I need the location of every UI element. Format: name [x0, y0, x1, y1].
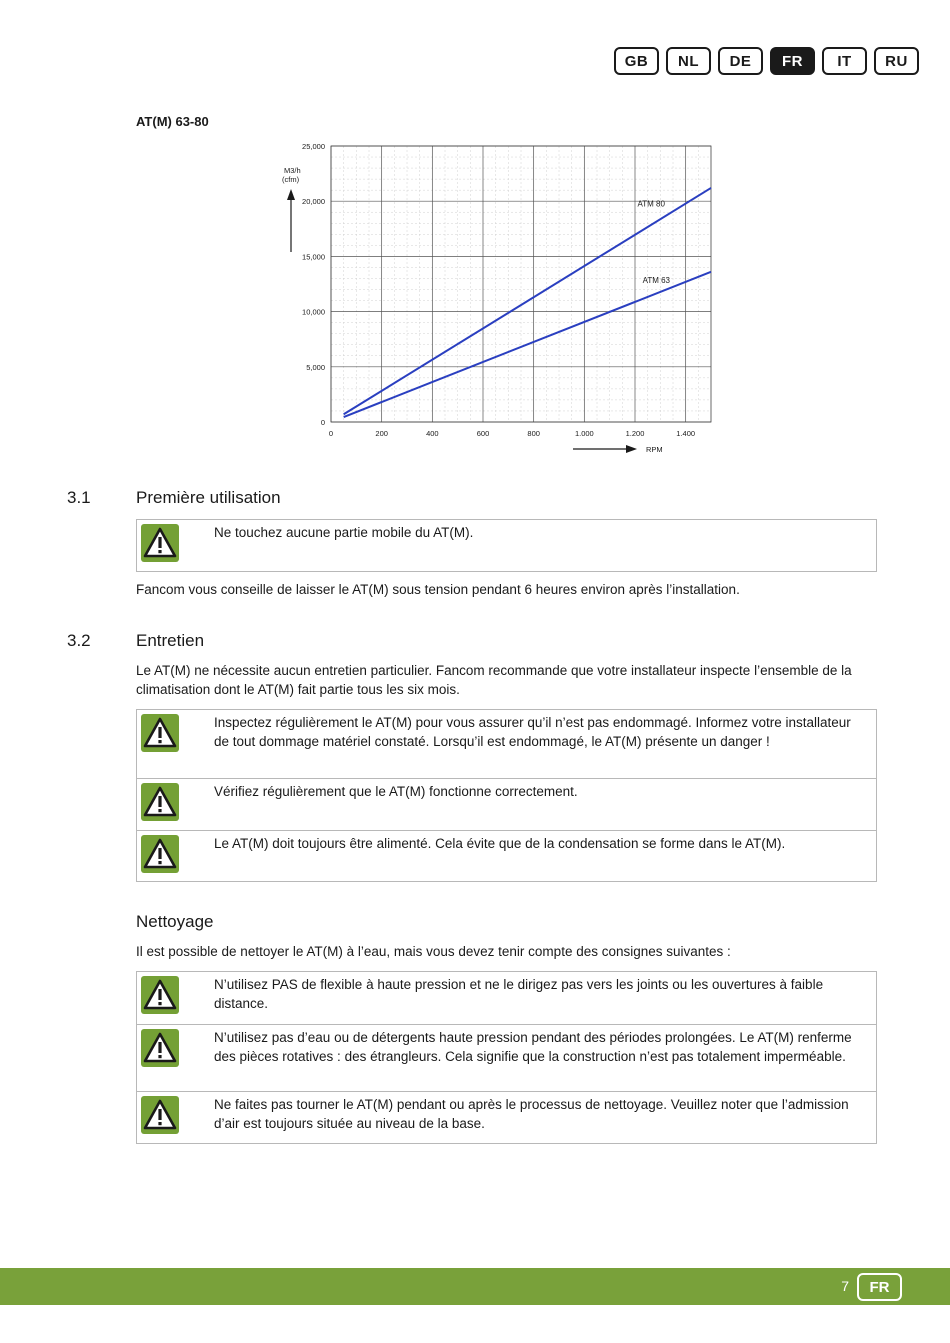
- warning-text: Inspectez régulièrement le AT(M) pour vous assurer qu’il n’est pas endommagé. Informez votre installateur de tout dommage matériel constaté. Lorsqu’il est endommagé, le AT(M) présente un danger !: [214, 715, 851, 749]
- paragraph-3-2: Le AT(M) ne nécessite aucun entretien particulier. Fancom recommande que votre installateur inspecte l’ensemble de la climatisation dont le AT(M) fait partie tous les six mois.: [136, 663, 852, 697]
- y-tick-label: 25,000: [302, 142, 325, 151]
- section-number-3-1: 3.1: [67, 488, 91, 507]
- warning-triangle-icon: [141, 976, 179, 1014]
- x-tick-label: 0: [328, 429, 334, 438]
- footer-bar: [0, 1268, 950, 1305]
- series-label: ATM 63: [642, 275, 671, 285]
- series-label: ATM 80: [637, 199, 665, 209]
- footer-lang-badge: FR: [857, 1273, 902, 1301]
- y-tick-label: 5,000: [306, 362, 325, 372]
- section-title-premiere-utilisation: Première utilisation: [136, 488, 281, 507]
- chart-title: AT(M) 63-80: [136, 114, 209, 129]
- warning-triangle-icon: [141, 1029, 179, 1067]
- warning-triangle-icon: [141, 1096, 179, 1134]
- lang-nl[interactable]: NL: [666, 47, 711, 75]
- lang-de[interactable]: DE: [718, 47, 763, 75]
- x-tick-label: 1.400: [676, 429, 696, 438]
- lang-fr[interactable]: FR: [770, 47, 815, 75]
- y-axis-unit: (cfm): [282, 175, 300, 184]
- warning-row: [137, 972, 876, 1024]
- y-tick-label: 10,000: [302, 307, 325, 317]
- y-axis-arrow-head: [287, 189, 295, 200]
- series-line: [344, 272, 711, 417]
- section-title-entretien: Entretien: [136, 631, 205, 650]
- warning-row: [137, 778, 876, 830]
- x-tick-label: 1.200: [625, 429, 645, 438]
- section-title-nettoyage: Nettoyage: [136, 912, 214, 931]
- warning-row: [137, 1024, 876, 1091]
- warning-text: Vérifiez régulièrement que le AT(M) fonctionne correctement.: [214, 784, 578, 799]
- section-number-3-2: 3.2: [67, 631, 91, 650]
- warning-text: Le AT(M) doit toujours être alimenté. Cela évite que de la condensation se forme dans le AT(M).: [214, 836, 786, 851]
- warning-row: [137, 1091, 876, 1143]
- warning-box-nettoyage: [136, 971, 877, 1144]
- y-tick-label: 0: [320, 418, 325, 427]
- y-axis-label: M3/h: [284, 166, 301, 175]
- warning-triangle-icon: [141, 835, 179, 873]
- warning-row: [137, 520, 876, 571]
- x-axis-arrow-head: [626, 445, 637, 453]
- warning-box-3-1: [136, 519, 877, 572]
- paragraph-nettoyage: Il est possible de nettoyer le AT(M) à l’eau, mais vous devez tenir compte des consignes suivantes :: [136, 944, 731, 959]
- y-tick-label: 15,000: [302, 252, 325, 262]
- x-tick-label: 800: [527, 429, 540, 438]
- lang-it[interactable]: IT: [822, 47, 867, 75]
- y-tick-label: 20,000: [302, 197, 325, 207]
- series-line: [344, 188, 711, 414]
- warning-triangle-icon: [141, 714, 179, 752]
- x-axis-label: RPM: [646, 445, 663, 454]
- x-tick-label: 600: [476, 429, 490, 438]
- x-tick-label: 200: [375, 429, 388, 438]
- warning-text: Ne touchez aucune partie mobile du AT(M).: [214, 525, 474, 540]
- x-tick-label: 1.000: [574, 429, 594, 438]
- x-tick-label: 400: [426, 429, 439, 438]
- language-selector: [614, 47, 919, 75]
- lang-ru[interactable]: RU: [874, 47, 919, 75]
- warning-triangle-icon: [141, 524, 179, 562]
- warning-text: N’utilisez PAS de flexible à haute pression et ne le dirigez pas vers les joints ou les ouvertures à faible distance.: [214, 977, 824, 1011]
- lang-gb[interactable]: GB: [614, 47, 659, 75]
- warning-box-3-2: [136, 709, 877, 882]
- airflow-chart: [270, 138, 730, 458]
- warning-text: N’utilisez pas d’eau ou de détergents haute pression pendant des périodes prolongées. Le AT(M) renferme des pièces rotatives : des étrangleurs. Cela signifie que la construction n’est pas totalement imperméable.: [214, 1030, 852, 1064]
- page-number: 7: [841, 1278, 849, 1294]
- warning-row: [137, 710, 876, 778]
- paragraph-3-1: Fancom vous conseille de laisser le AT(M) sous tension pendant 6 heures environ après l’installation.: [136, 582, 740, 597]
- warning-text: Ne faites pas tourner le AT(M) pendant ou après le processus de nettoyage. Veuillez noter que l’admission d’air est toujours située au niveau de la base.: [214, 1097, 849, 1131]
- warning-row: [137, 830, 876, 881]
- warning-triangle-icon: [141, 783, 179, 821]
